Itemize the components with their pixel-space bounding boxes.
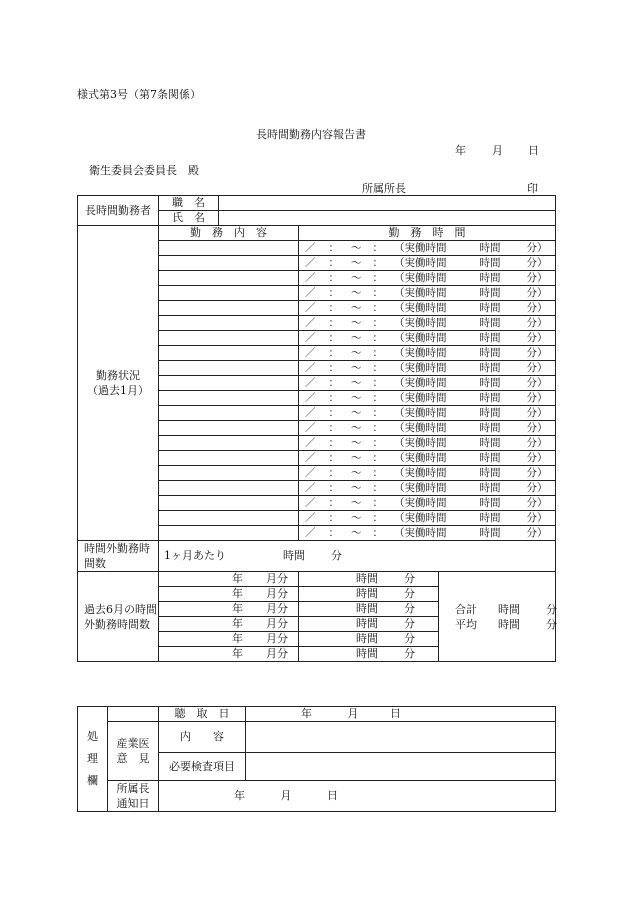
past-hours-cell[interactable] bbox=[299, 602, 439, 617]
position-label: 職 名 bbox=[159, 196, 219, 211]
notice-label bbox=[108, 781, 159, 812]
past-hours-cell[interactable] bbox=[299, 647, 439, 662]
entry-slash: ／ bbox=[305, 407, 316, 419]
entry-slash: ／ bbox=[305, 257, 316, 269]
overtime-label: 時間外勤務時間数 bbox=[78, 541, 159, 572]
per-month-label: 1ヶ月あたり bbox=[164, 549, 226, 562]
entry-minutes-close: 分） bbox=[526, 317, 548, 329]
entry-tilde: ～ bbox=[351, 392, 362, 404]
work-time-cell[interactable] bbox=[299, 451, 556, 466]
past-month-cell[interactable] bbox=[159, 632, 299, 647]
work-time-cell[interactable] bbox=[299, 316, 556, 331]
hearing-date-field[interactable] bbox=[246, 707, 556, 722]
hearing-date-label: 聴 取 日 bbox=[159, 707, 246, 722]
work-time-cell[interactable] bbox=[299, 466, 556, 481]
entry-hours: 時間 bbox=[479, 257, 501, 269]
entry-slash: ／ bbox=[305, 422, 316, 434]
work-time-cell[interactable] bbox=[299, 496, 556, 511]
work-content-cell[interactable] bbox=[159, 271, 299, 286]
work-time-cell[interactable] bbox=[299, 436, 556, 451]
past-minutes: 分 bbox=[404, 572, 415, 585]
past-hours-cell[interactable] bbox=[299, 587, 439, 602]
work-time-cell[interactable] bbox=[299, 391, 556, 406]
content-label: 内 容 bbox=[159, 722, 246, 753]
status-label-line2: （過去1月） bbox=[87, 384, 149, 397]
work-time-cell[interactable] bbox=[299, 241, 556, 256]
overtime-hours: 時間 bbox=[283, 549, 305, 562]
work-content-cell[interactable] bbox=[159, 316, 299, 331]
addressee: 衛生委員会委員長 殿 bbox=[89, 164, 199, 177]
total-label: 合計 bbox=[455, 602, 477, 616]
work-content-cell[interactable] bbox=[159, 451, 299, 466]
entry-hours: 時間 bbox=[479, 362, 501, 374]
status-label bbox=[78, 226, 159, 541]
entry-colon: ： bbox=[372, 272, 383, 284]
work-time-cell[interactable] bbox=[299, 256, 556, 271]
work-content-cell[interactable] bbox=[159, 466, 299, 481]
notice-label-1: 所属長 bbox=[116, 782, 150, 795]
entry-minutes-close: 分） bbox=[526, 392, 548, 404]
entry-actual-open: （実働時間 bbox=[394, 467, 447, 479]
entry-tilde: ～ bbox=[351, 407, 362, 419]
entry-minutes-close: 分） bbox=[526, 332, 548, 344]
entry-slash: ／ bbox=[305, 332, 316, 344]
entry-colon: ： bbox=[372, 347, 383, 359]
entry-actual-open: （実働時間 bbox=[394, 302, 447, 314]
work-time-cell[interactable] bbox=[299, 331, 556, 346]
entry-colon: ： bbox=[328, 302, 339, 314]
entry-colon: ： bbox=[372, 362, 383, 374]
status-label-line1: 勤務状況 bbox=[96, 369, 140, 382]
doctor-label bbox=[108, 722, 159, 781]
entry-slash: ／ bbox=[305, 467, 316, 479]
past-month-portion: 月分 bbox=[266, 572, 288, 585]
past-hours-cell[interactable] bbox=[299, 572, 439, 587]
hearing-month: 月 bbox=[347, 707, 359, 720]
entry-slash: ／ bbox=[305, 437, 316, 449]
processing-label-3: 欄 bbox=[87, 774, 98, 787]
entry-hours: 時間 bbox=[479, 467, 501, 479]
work-content-cell[interactable] bbox=[159, 496, 299, 511]
entry-hours: 時間 bbox=[479, 287, 501, 299]
entry-actual-open: （実働時間 bbox=[394, 407, 447, 419]
entry-colon: ： bbox=[328, 317, 339, 329]
hearing-year: 年 bbox=[301, 707, 312, 720]
summary-cell[interactable] bbox=[439, 572, 556, 662]
entry-actual-open: （実働時間 bbox=[394, 482, 447, 494]
work-content-cell[interactable] bbox=[159, 406, 299, 421]
average-label: 平均 bbox=[455, 617, 477, 631]
entry-minutes-close: 分） bbox=[526, 482, 548, 494]
hearing-date-row bbox=[78, 707, 556, 722]
entry-colon: ： bbox=[372, 467, 383, 479]
entry-actual-open: （実働時間 bbox=[394, 437, 447, 449]
entry-colon: ： bbox=[372, 392, 383, 404]
blank-cell bbox=[108, 707, 159, 722]
entry-tilde: ～ bbox=[351, 527, 362, 539]
entry-tilde: ～ bbox=[351, 512, 362, 524]
entry-minutes-close: 分） bbox=[526, 362, 548, 374]
entry-colon: ： bbox=[328, 347, 339, 359]
past-year: 年 bbox=[232, 602, 243, 615]
average-minutes: 分 bbox=[546, 617, 557, 631]
content-field[interactable] bbox=[246, 722, 556, 753]
past-minutes: 分 bbox=[404, 647, 415, 660]
notice-month: 月 bbox=[280, 789, 292, 802]
worker-position-row bbox=[78, 196, 556, 211]
entry-colon: ： bbox=[328, 257, 339, 269]
seal-mark: 印 bbox=[527, 182, 538, 195]
entry-minutes-close: 分） bbox=[526, 257, 548, 269]
entry-colon: ： bbox=[328, 377, 339, 389]
entry-tilde: ～ bbox=[351, 332, 362, 344]
entry-tilde: ～ bbox=[351, 377, 362, 389]
entry-colon: ： bbox=[372, 437, 383, 449]
entry-hours: 時間 bbox=[479, 512, 501, 524]
entry-hours: 時間 bbox=[479, 242, 501, 254]
entry-hours: 時間 bbox=[479, 452, 501, 464]
entry-colon: ： bbox=[328, 242, 339, 254]
notice-year: 年 bbox=[234, 789, 245, 802]
work-time-cell[interactable] bbox=[299, 511, 556, 526]
entry-minutes-close: 分） bbox=[526, 437, 548, 449]
entry-slash: ／ bbox=[305, 452, 316, 464]
past-month-portion: 月分 bbox=[266, 587, 288, 600]
document-title: 長時間勤務内容報告書 bbox=[256, 128, 366, 141]
col-content-header: 勤 務 内 容 bbox=[159, 226, 299, 241]
entry-colon: ： bbox=[328, 497, 339, 509]
past-month-portion: 月分 bbox=[266, 602, 288, 615]
entry-colon: ： bbox=[372, 452, 383, 464]
past-month-cell[interactable] bbox=[159, 647, 299, 662]
entry-hours: 時間 bbox=[479, 527, 501, 539]
entry-actual-open: （実働時間 bbox=[394, 512, 447, 524]
entry-actual-open: （実働時間 bbox=[394, 242, 447, 254]
entry-hours: 時間 bbox=[479, 332, 501, 344]
entry-colon: ： bbox=[328, 437, 339, 449]
entry-hours: 時間 bbox=[479, 407, 501, 419]
entry-tilde: ～ bbox=[351, 242, 362, 254]
processing-label-1: 処 bbox=[87, 730, 98, 743]
past-minutes: 分 bbox=[404, 632, 415, 645]
past-hours: 時間 bbox=[356, 572, 378, 585]
past-year: 年 bbox=[232, 587, 243, 600]
work-content-cell[interactable] bbox=[159, 376, 299, 391]
work-time-cell[interactable] bbox=[299, 421, 556, 436]
past-year: 年 bbox=[232, 617, 243, 630]
overtime-row bbox=[78, 541, 556, 572]
entry-tilde: ～ bbox=[351, 362, 362, 374]
past-hours: 時間 bbox=[356, 617, 378, 630]
past-year: 年 bbox=[232, 647, 243, 660]
entry-colon: ： bbox=[328, 512, 339, 524]
entry-tilde: ～ bbox=[351, 302, 362, 314]
entry-actual-open: （実働時間 bbox=[394, 392, 447, 404]
entry-minutes-close: 分） bbox=[526, 347, 548, 359]
entry-slash: ／ bbox=[305, 317, 316, 329]
entry-colon: ： bbox=[372, 482, 383, 494]
past-month-cell[interactable] bbox=[159, 617, 299, 632]
entry-colon: ： bbox=[328, 407, 339, 419]
entry-hours: 時間 bbox=[479, 437, 501, 449]
entry-colon: ： bbox=[372, 497, 383, 509]
average-hours: 時間 bbox=[498, 617, 520, 631]
entry-slash: ／ bbox=[305, 482, 316, 494]
entry-tilde: ～ bbox=[351, 482, 362, 494]
entry-colon: ： bbox=[372, 407, 383, 419]
notice-date-field[interactable] bbox=[159, 781, 556, 812]
entry-tilde: ～ bbox=[351, 272, 362, 284]
entry-actual-open: （実働時間 bbox=[394, 257, 447, 269]
entry-slash: ／ bbox=[305, 347, 316, 359]
overtime-minutes: 分 bbox=[331, 549, 342, 562]
entry-colon: ： bbox=[372, 377, 383, 389]
total-hours: 時間 bbox=[498, 602, 520, 616]
past-minutes: 分 bbox=[404, 617, 415, 630]
processing-label bbox=[78, 707, 108, 812]
name-label: 氏 名 bbox=[159, 211, 219, 226]
overtime-value[interactable] bbox=[159, 541, 556, 572]
entry-actual-open: （実働時間 bbox=[394, 497, 447, 509]
past-hours: 時間 bbox=[356, 587, 378, 600]
header-date-month: 月 bbox=[492, 144, 503, 157]
total-minutes: 分 bbox=[546, 602, 557, 616]
entry-slash: ／ bbox=[305, 272, 316, 284]
work-content-cell[interactable] bbox=[159, 511, 299, 526]
entry-hours: 時間 bbox=[479, 497, 501, 509]
header-date-day: 日 bbox=[528, 144, 539, 157]
entry-colon: ： bbox=[328, 467, 339, 479]
entry-actual-open: （実働時間 bbox=[394, 272, 447, 284]
work-time-cell[interactable] bbox=[299, 271, 556, 286]
work-time-cell[interactable] bbox=[299, 376, 556, 391]
work-content-cell[interactable] bbox=[159, 526, 299, 541]
work-content-cell[interactable] bbox=[159, 421, 299, 436]
past-hours: 時間 bbox=[356, 632, 378, 645]
entry-hours: 時間 bbox=[479, 302, 501, 314]
past-year: 年 bbox=[232, 572, 243, 585]
entry-colon: ： bbox=[372, 512, 383, 524]
processing-table bbox=[77, 706, 556, 812]
entry-tilde: ～ bbox=[351, 497, 362, 509]
average-line bbox=[439, 617, 555, 632]
work-content-cell[interactable] bbox=[159, 361, 299, 376]
reporter-label: 所属所長 bbox=[362, 182, 406, 195]
work-time-cell[interactable] bbox=[299, 406, 556, 421]
notice-day: 日 bbox=[327, 789, 338, 802]
entry-actual-open: （実働時間 bbox=[394, 377, 447, 389]
work-time-cell[interactable] bbox=[299, 361, 556, 376]
entry-minutes-close: 分） bbox=[526, 512, 548, 524]
entry-actual-open: （実働時間 bbox=[394, 422, 447, 434]
work-content-cell[interactable] bbox=[159, 331, 299, 346]
entry-colon: ： bbox=[372, 302, 383, 314]
past-minutes: 分 bbox=[404, 587, 415, 600]
entry-slash: ／ bbox=[305, 527, 316, 539]
entry-hours: 時間 bbox=[479, 422, 501, 434]
past-month-cell[interactable] bbox=[159, 602, 299, 617]
past-hours: 時間 bbox=[356, 647, 378, 660]
entry-actual-open: （実働時間 bbox=[394, 527, 447, 539]
entry-colon: ： bbox=[372, 287, 383, 299]
notice-row bbox=[78, 781, 556, 812]
entry-minutes-close: 分） bbox=[526, 242, 548, 254]
entry-hours: 時間 bbox=[479, 377, 501, 389]
work-content-cell[interactable] bbox=[159, 436, 299, 451]
entry-slash: ／ bbox=[305, 377, 316, 389]
past-hours-cell[interactable] bbox=[299, 632, 439, 647]
entry-tilde: ～ bbox=[351, 317, 362, 329]
entry-slash: ／ bbox=[305, 497, 316, 509]
work-time-cell[interactable] bbox=[299, 346, 556, 361]
entry-minutes-close: 分） bbox=[526, 287, 548, 299]
entry-slash: ／ bbox=[305, 512, 316, 524]
entry-colon: ： bbox=[328, 362, 339, 374]
work-time-cell[interactable] bbox=[299, 481, 556, 496]
entry-actual-open: （実働時間 bbox=[394, 347, 447, 359]
entry-slash: ／ bbox=[305, 242, 316, 254]
col-time-header: 勤 務 時 間 bbox=[299, 226, 556, 241]
entry-colon: ： bbox=[372, 527, 383, 539]
entry-tilde: ～ bbox=[351, 437, 362, 449]
entry-slash: ／ bbox=[305, 362, 316, 374]
entry-hours: 時間 bbox=[479, 317, 501, 329]
notice-label-2: 通知日 bbox=[116, 797, 150, 810]
work-time-cell[interactable] bbox=[299, 526, 556, 541]
entry-minutes-close: 分） bbox=[526, 407, 548, 419]
position-field[interactable] bbox=[219, 196, 556, 211]
work-content-cell[interactable] bbox=[159, 391, 299, 406]
work-content-cell[interactable] bbox=[159, 256, 299, 271]
entry-colon: ： bbox=[372, 242, 383, 254]
entry-colon: ： bbox=[328, 392, 339, 404]
entry-slash: ／ bbox=[305, 392, 316, 404]
entry-slash: ／ bbox=[305, 287, 316, 299]
total-line bbox=[439, 602, 555, 617]
past-hours-cell[interactable] bbox=[299, 617, 439, 632]
entry-colon: ： bbox=[372, 332, 383, 344]
entry-minutes-close: 分） bbox=[526, 272, 548, 284]
work-content-cell[interactable] bbox=[159, 301, 299, 316]
entry-colon: ： bbox=[328, 527, 339, 539]
past-month-portion: 月分 bbox=[266, 647, 288, 660]
entry-hours: 時間 bbox=[479, 272, 501, 284]
past-year: 年 bbox=[232, 632, 243, 645]
entry-colon: ： bbox=[328, 482, 339, 494]
entry-colon: ： bbox=[372, 257, 383, 269]
entry-minutes-close: 分） bbox=[526, 302, 548, 314]
entry-hours: 時間 bbox=[479, 347, 501, 359]
doctor-label-2: 意 見 bbox=[116, 752, 150, 765]
entry-actual-open: （実働時間 bbox=[394, 317, 447, 329]
tests-field[interactable] bbox=[246, 753, 556, 781]
entry-hours: 時間 bbox=[479, 482, 501, 494]
past-month-portion: 月分 bbox=[266, 632, 288, 645]
entry-tilde: ～ bbox=[351, 452, 362, 464]
processing-label-2: 理 bbox=[87, 752, 98, 765]
entry-actual-open: （実働時間 bbox=[394, 287, 447, 299]
work-content-cell[interactable] bbox=[159, 346, 299, 361]
entry-colon: ： bbox=[328, 422, 339, 434]
past-month-row bbox=[78, 572, 556, 587]
entry-colon: ： bbox=[328, 332, 339, 344]
work-time-cell[interactable] bbox=[299, 301, 556, 316]
work-content-cell[interactable] bbox=[159, 286, 299, 301]
entry-colon: ： bbox=[328, 272, 339, 284]
doctor-label-1: 産業医 bbox=[116, 737, 150, 750]
entry-minutes-close: 分） bbox=[526, 527, 548, 539]
entry-slash: ／ bbox=[305, 302, 316, 314]
past-minutes: 分 bbox=[404, 602, 415, 615]
entry-minutes-close: 分） bbox=[526, 452, 548, 464]
name-field[interactable] bbox=[219, 211, 556, 226]
work-time-cell[interactable] bbox=[299, 286, 556, 301]
entry-tilde: ～ bbox=[351, 287, 362, 299]
past-month-cell[interactable] bbox=[159, 572, 299, 587]
past-month-cell[interactable] bbox=[159, 587, 299, 602]
header-date-year: 年 bbox=[455, 144, 466, 157]
entry-tilde: ～ bbox=[351, 467, 362, 479]
form-number: 様式第3号（第7条関係） bbox=[77, 88, 201, 101]
entry-minutes-close: 分） bbox=[526, 422, 548, 434]
past-month-portion: 月分 bbox=[266, 617, 288, 630]
doctor-content-row bbox=[78, 722, 556, 753]
entry-minutes-close: 分） bbox=[526, 497, 548, 509]
past6-label: 過去6月の時間外勤務時間数 bbox=[78, 572, 159, 662]
worker-label: 長時間勤務者 bbox=[78, 196, 159, 226]
entry-hours: 時間 bbox=[479, 392, 501, 404]
entry-actual-open: （実働時間 bbox=[394, 452, 447, 464]
entry-tilde: ～ bbox=[351, 347, 362, 359]
entry-colon: ： bbox=[372, 422, 383, 434]
past-hours: 時間 bbox=[356, 602, 378, 615]
status-header-row bbox=[78, 226, 556, 241]
hearing-day: 日 bbox=[390, 707, 401, 720]
entry-minutes-close: 分） bbox=[526, 467, 548, 479]
entry-colon: ： bbox=[328, 452, 339, 464]
work-content-cell[interactable] bbox=[159, 241, 299, 256]
main-report-table bbox=[77, 195, 556, 662]
entry-actual-open: （実働時間 bbox=[394, 362, 447, 374]
entry-colon: ： bbox=[372, 317, 383, 329]
work-content-cell[interactable] bbox=[159, 481, 299, 496]
tests-label: 必要検査項目 bbox=[159, 753, 246, 781]
entry-minutes-close: 分） bbox=[526, 377, 548, 389]
entry-actual-open: （実働時間 bbox=[394, 332, 447, 344]
entry-tilde: ～ bbox=[351, 257, 362, 269]
entry-colon: ： bbox=[328, 287, 339, 299]
entry-tilde: ～ bbox=[351, 422, 362, 434]
